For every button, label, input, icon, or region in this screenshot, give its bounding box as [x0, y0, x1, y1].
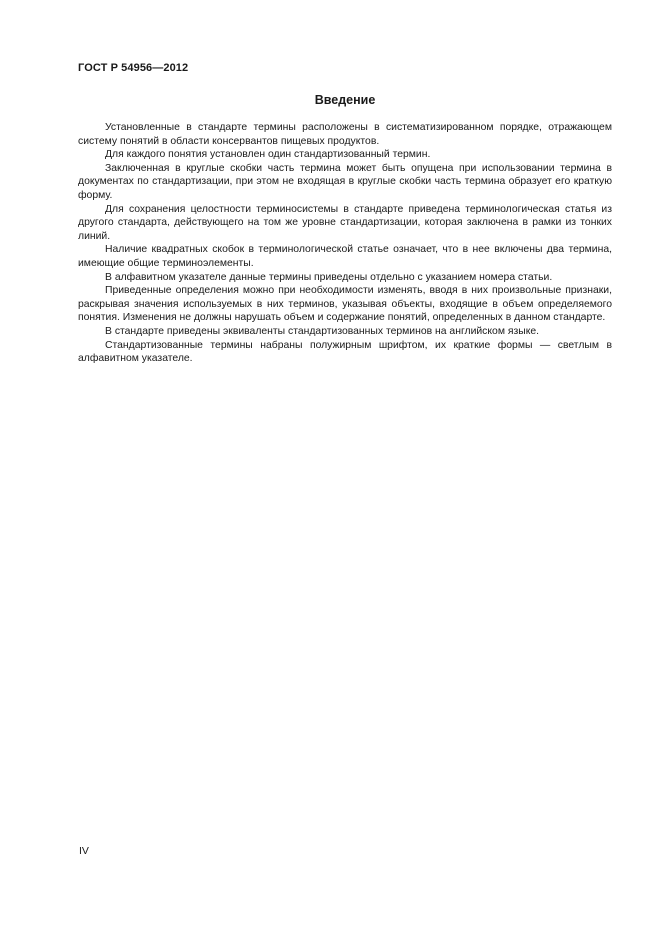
paragraph: Стандартизованные термины набраны полужирным шрифтом, их краткие формы — светлым в алфавитном указателе. — [78, 339, 612, 365]
page-number: IV — [79, 845, 89, 857]
section-title: Введение — [314, 93, 376, 107]
introduction-body — [78, 121, 612, 366]
paragraph: Для сохранения целостности терминосистемы в стандарте приведена терминологическая статья из другого стандарта, действующего на том же уровне стандартизации, которая заключена в рамки из тонких линий. — [78, 203, 612, 242]
paragraph: Для каждого понятия установлен один стандартизованный термин. — [105, 149, 431, 161]
paragraph: Заключенная в круглые скобки часть термина может быть опущена при использовании термина в документах по стандартизации, при этом не входящая в круглые скобки часть термина образует его краткую форму. — [78, 162, 612, 201]
paragraph: Установленные в стандарте термины расположены в систематизированном порядке, отражающем систему понятий в области консервантов пищевых продуктов. — [78, 122, 612, 147]
paragraph: Приведенные определения можно при необходимости изменять, вводя в них произвольные признаки, раскрывая значения используемых в них терминов, указывая объекты, входящие в объем определяемого понятия. Изменения не должны нарушать объем и содержание понятий, определенных в данном стандарте. — [78, 285, 612, 324]
paragraph: В стандарте приведены эквиваленты стандартизованных терминов на английском языке. — [105, 325, 540, 337]
document-code: ГОСТ Р 54956—2012 — [78, 62, 189, 74]
paragraph: Наличие квадратных скобок в терминологической статье означает, что в нее включены два термина, имеющие общие терминоэлементы. — [78, 244, 612, 269]
paragraph: В алфавитном указателе данные термины приведены отдельно с указанием номера статьи. — [105, 271, 553, 283]
